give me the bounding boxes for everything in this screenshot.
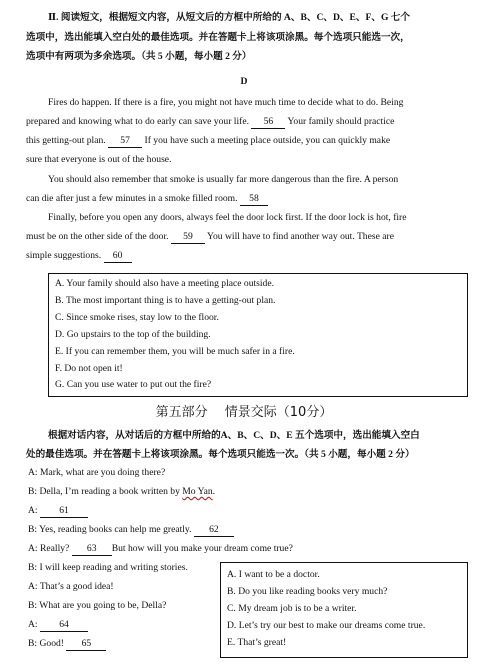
dialogue-text: B: Good! <box>28 638 64 649</box>
section5-heading: 第五部分 情景交际（10分） <box>155 405 333 420</box>
section2-instruction-line1: Ⅱ. 阅读短文，根据短文内容，从短文后的方框中所给的 A、B、C、D、E、F、G 七个 <box>48 12 410 23</box>
option-b: B. The most important thing is to have a getting-out plan. <box>55 295 276 306</box>
dialogue-text: B: Della, I’m reading a book written by <box>28 486 183 497</box>
blank-62: 62 <box>194 524 234 537</box>
blank-56: 56 <box>251 116 285 129</box>
passage-label: D <box>240 76 248 87</box>
passage-options-box <box>48 273 468 397</box>
dialogue-line-10 <box>28 638 106 651</box>
passage-text: simple suggestions. <box>26 250 102 261</box>
blank-61: 61 <box>40 505 88 518</box>
option-f: F. Do not open it! <box>55 363 123 374</box>
passage-p1-line1: Fires do happen. If there is a fire, you might not have much time to decide what to do. Being <box>48 97 404 108</box>
passage-text: Your family should practice <box>287 116 395 127</box>
passage-text: If you have such a meeting place outside, you can quickly make <box>144 135 391 146</box>
passage-p2-line1: You should also remember that smoke is usually far more dangerous than the fire. A person <box>48 174 399 185</box>
passage-p2-line2 <box>26 193 268 206</box>
passage-p3-line1: Finally, before you open any doors, always feel the door lock first. If the door lock is hot, fire <box>48 212 407 223</box>
passage-p1-line2 <box>26 116 394 129</box>
option-e: E. If you can remember them, you will be much safer in a fire. <box>55 346 295 357</box>
passage-p1-line3 <box>26 135 390 148</box>
option-g: G. Can you use water to put out the fire? <box>55 379 212 390</box>
dialogue-text: B: Yes, reading books can help me greatly. <box>28 524 192 535</box>
dialogue-option-d: D. Let’s try our best to make our dreams come true. <box>227 620 426 631</box>
dialogue-line-3 <box>28 505 88 518</box>
passage-p1-line4: sure that everyone is out of the house. <box>26 154 172 165</box>
dialogue-option-a: A. I want to be a doctor. <box>227 569 320 580</box>
section2-instruction-line3: 选项中有两项为多余选项。（共 5 小题，每小题 2 分） <box>26 51 252 62</box>
option-c: C. Since smoke rises, stay low to the floor. <box>55 312 219 323</box>
dialogue-option-b: B. Do you like reading books very much? <box>227 586 388 597</box>
blank-58: 58 <box>240 193 268 206</box>
dialogue-speaker: A: <box>28 505 38 516</box>
blank-59: 59 <box>171 231 205 244</box>
passage-text: You will have to find another way out. These are <box>207 231 394 242</box>
blank-63: 63 <box>72 543 112 556</box>
dialogue-option-e: E. That’s great! <box>227 637 287 648</box>
blank-64: 64 <box>40 619 88 632</box>
blank-65: 65 <box>66 638 106 651</box>
dialogue-text: . <box>212 486 216 497</box>
option-d: D. Go upstairs to the top of the building. <box>55 329 211 340</box>
dialogue-author-name: Mo Yan <box>182 486 213 497</box>
dialogue-options-box <box>220 562 468 658</box>
dialogue-line-8: B: What are you going to be, Della? <box>28 600 167 611</box>
passage-text: this getting-out plan. <box>26 135 106 146</box>
dialogue-text: A: Really? <box>28 543 70 554</box>
dialogue-option-c: C. My dream job is to be a writer. <box>227 603 357 614</box>
section5-instruction-line2: 处的最佳选项。并在答题卡上将该项涂黑。每个选项只能选一次。（共 5 小题，每小题 2 分） <box>26 449 415 460</box>
passage-p3-line3 <box>26 250 132 263</box>
passage-p3-line2 <box>26 231 394 244</box>
dialogue-line-7: A: That’s a good idea! <box>28 581 114 592</box>
dialogue-line-5 <box>28 543 293 556</box>
blank-60: 60 <box>104 250 132 263</box>
dialogue-line-9 <box>28 619 88 632</box>
section5-instruction-line1: 根据对话内容，从对话后的方框中所给的A、B、C、D、E 五个选项中，选出能填入空白 <box>48 430 420 441</box>
passage-text: can die after just a few minutes in a smoke filled room. <box>26 193 238 204</box>
dialogue-line-4 <box>28 524 234 537</box>
section2-instruction-line2: 选项中，选出能填入空白处的最佳选项。并在答题卡上将该项涂黑。每个选项只能选一次， <box>26 32 410 43</box>
dialogue-line-2 <box>28 486 215 497</box>
dialogue-line-1: A: Mark, what are you doing there? <box>28 467 166 478</box>
blank-57: 57 <box>108 135 142 148</box>
dialogue-line-6: B: I will keep reading and writing stories. <box>28 562 188 573</box>
dialogue-text: But how will you make your dream come true? <box>111 543 293 554</box>
option-a: A. Your family should also have a meeting place outside. <box>55 278 275 289</box>
dialogue-speaker: A: <box>28 619 38 630</box>
passage-text: must be on the other side of the door. <box>26 231 169 242</box>
passage-text: prepared and knowing what to do early can save your life. <box>26 116 249 127</box>
